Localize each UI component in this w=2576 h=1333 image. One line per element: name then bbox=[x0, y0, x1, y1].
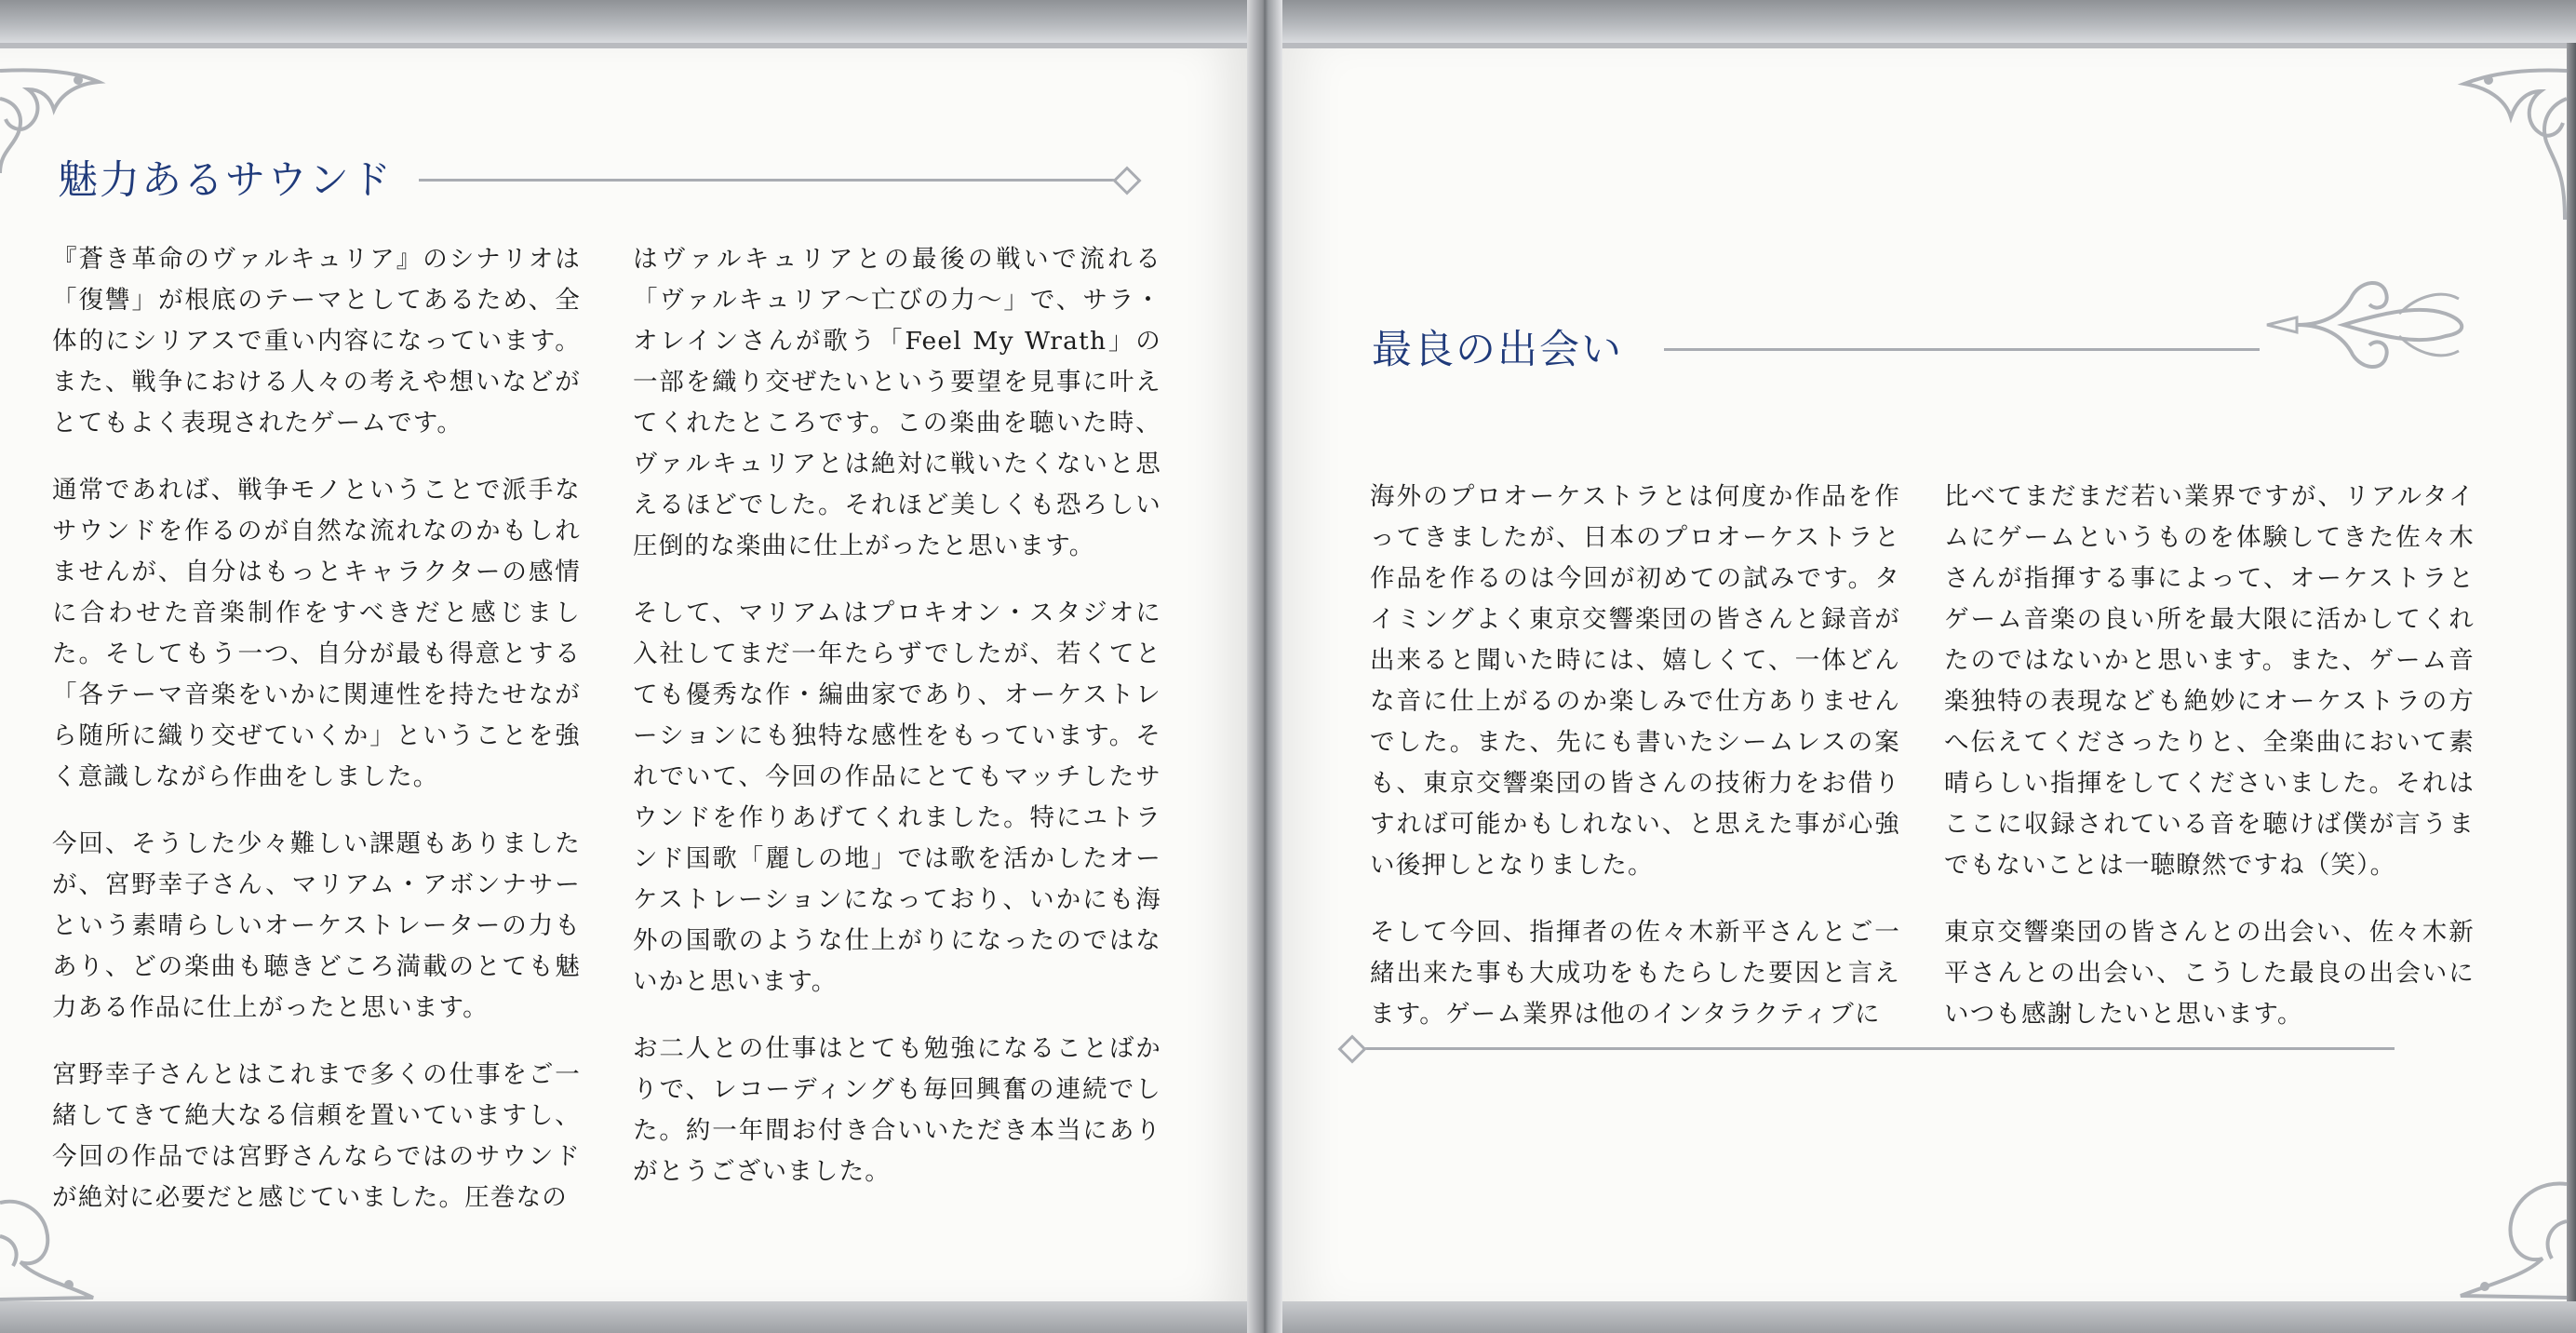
paragraph: 『蒼き革命のヴァルキュリア』のシナリオは「復讐」が根底のテーマとしてあるため、全体的にシリアスで重い内容になっています。また、戦争における人々の考えや想いなどがとてもよく表現されたゲームです。 bbox=[52, 245, 581, 438]
paragraph: 東京交響楽団の皆さんとの出会い、佐々木新平さんとの出会い、こうした最良の出会いにいつも感謝したいと思います。 bbox=[1944, 918, 2475, 1029]
paragraph: 今回、そうした少々難しい課題もありましたが、宮野幸子さん、マリアム・アボンナサーという素晴らしいオーケストレーターの力もあり、どの楽曲も聴きどころ満載のとても魅力ある作品に仕上がったと思います。 bbox=[52, 829, 581, 1022]
paragraph: そして今回、指揮者の佐々木新平さんとご一緒出来た事も大成功をもたらした要因と言えます。ゲーム業界は他のインタラクティブに bbox=[1370, 918, 1900, 1029]
section-heading: 魅力あるサウンド bbox=[58, 157, 393, 204]
paragraph: 宮野幸子さんとはこれまで多くの仕事をご一緒してきて絶大なる信頼を置いていますし、今回の作品では宮野さんならではのサウンドが絶対に必要だと感じていました。圧巻なの bbox=[52, 1060, 581, 1212]
page-edge bbox=[2567, 43, 2576, 1301]
heading-rule bbox=[419, 179, 1135, 182]
right-page bbox=[1282, 48, 2567, 1301]
text-column-2 bbox=[1944, 477, 2475, 1061]
scroll-ornament-icon bbox=[2436, 61, 2567, 224]
paragraph: 海外のプロオーケストラとは何度か作品を作ってきましたが、日本のプロオーケストラと作品を作るのは今回が初めての試みです。タイミングよく東京交響楽団の皆さんと録音が出来ると聞いた時には、嬉しくて、一体どんな音に仕上がるのか楽しみで仕方ありませんでした。また、先にも書いたシームレスの案も、東京交響楽団の皆さんの技術力をお借りすれば可能かもしれない、と思えた事が心強い後押しとなりました。 bbox=[1370, 482, 1900, 880]
paragraph: お二人との仕事はとても勉強になることばかりで、レコーディングも毎回興奮の連続でした。約一年間お付き合いいただき本当にありがとうございました。 bbox=[633, 1034, 1161, 1186]
book-spine bbox=[1247, 0, 1282, 1333]
rule-diamond-ornament bbox=[1112, 166, 1141, 195]
paragraph: 比べてまだまだ若い業界ですが、リアルタイムにゲームというものを体験してきた佐々木さんが指揮する事によって、オーケストラとゲーム音楽の良い所を最大限に活かしてくれたのではないかと思います。また、ゲーム音楽独特の表現なども絶妙にオーケストラの方へ伝えてくださったりと、全楽曲において素晴らしい指揮をしてくださいました。それはここに収録されている音を聴けば僕が言うまでもないことは一聴瞭然ですね（笑）。 bbox=[1944, 482, 2475, 880]
binding-band-bottom bbox=[0, 1301, 2576, 1333]
paragraph: はヴァルキュリアとの最後の戦いで流れる「ヴァルキュリア〜亡びの力〜」で、サラ・オレインさんが歌う「Feel My Wrath」の一部を織り交ぜたいという要望を見事に叶えてくれたところです。この楽曲を聴いた時、ヴァルキュリアとは絶対に戦いたくないと思えるほどでした。それほど美しくも恐ろしい圧倒的な楽曲に仕上がったと思います。 bbox=[633, 245, 1161, 560]
text-column-1 bbox=[1370, 477, 1900, 1061]
text-column-1 bbox=[52, 239, 581, 1245]
binding-band-top bbox=[0, 0, 2576, 43]
heading-rule bbox=[1664, 348, 2260, 351]
section-heading: 最良の出会い bbox=[1372, 327, 1623, 373]
fleur-de-lis-ornament-icon bbox=[2260, 276, 2474, 374]
paragraph: そして、マリアムはプロキオン・スタジオに入社してまだ一年たらずでしたが、若くてとても優秀な作・編曲家であり、オーケストレーションにも独特な感性をもっています。それでいて、今回の作品にとてもマッチしたサウンドを作りあげてくれました。特にユトランド国歌「麗しの地」では歌を活かしたオーケストレーションになっており、いかにも海外の国歌のような仕上がりになったのではないかと思います。 bbox=[633, 599, 1161, 996]
rule-diamond-ornament bbox=[1337, 1034, 1366, 1063]
left-page bbox=[0, 48, 1247, 1301]
text-column-2 bbox=[633, 239, 1161, 1219]
scroll-ornament-icon bbox=[2442, 1162, 2567, 1301]
paragraph: 通常であれば、戦争モノということで派手なサウンドを作るのが自然な流れなのかもしれませんが、自分はもっとキャラクターの感情に合わせた音楽制作をすべきだと感じました。そしてもう一つ、自分が最も得意とする「各テーマ音楽をいかに関連性を持たせながら随所に織り交ぜていくか」ということを強く意識しながら作曲をしました。 bbox=[52, 476, 581, 791]
